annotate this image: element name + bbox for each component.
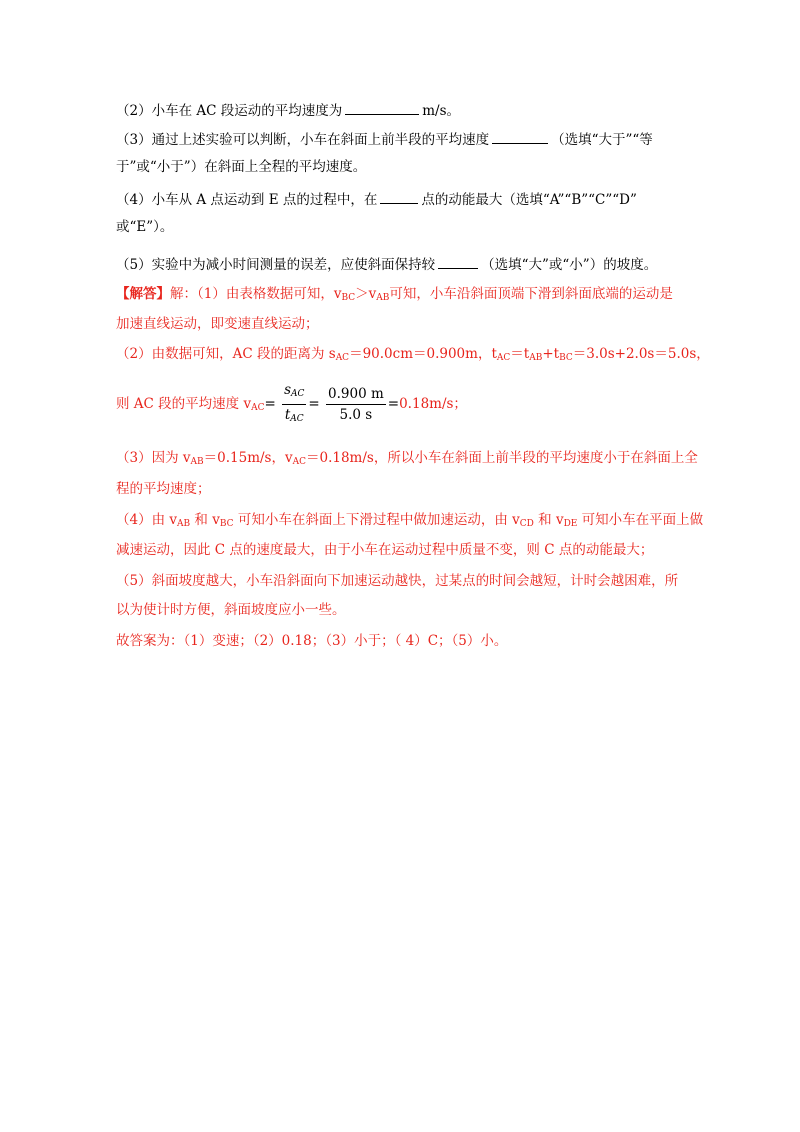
question-5: （5）实验中为减小时间测量的误差，应使斜面保持较 （选填“大”或“小”）的坡度。 xyxy=(116,254,657,274)
question-3-line-2: 于”或“小于”）在斜面上全程的平均速度。 xyxy=(116,159,367,175)
answer-4-line-1: （4）由 $v_{AB}$ 和 $v_{BC}$ 可知小车在斜面上下滑过程中做加速运动，由 $v_{CD}$ 和 $v_{DE}$ 可知小车在平面上做 xyxy=(116,512,704,529)
question-4-line-1: （4）小车从 A 点运动到 E 点的过程中，在 点的动能最大（选填“A”“B”“C”“D” xyxy=(116,189,637,209)
question-4-line-2: 或“E”）。 xyxy=(116,219,174,235)
answer-2-line-1: （2）由数据可知，AC 段的距离为 $s_{AC}=90.0cm=0.900m$，$t_{AC}=t_{AB}+t_{BC}=3.0s+2.0s=5.0s$， xyxy=(116,346,710,363)
answer-3-line-1: （3）因为 $v_{AB}=0.15m/s$，$v_{AC}=0.18m/s$，所以小车在斜面上前半段的平均速度小于在斜面上全 xyxy=(116,450,698,467)
answer-5-line-2: 以为使计时方便，斜面坡度应小一些。 xyxy=(116,602,346,618)
answer-label: 【解答】 xyxy=(116,286,170,302)
fraction-s-over-t: $\frac{s_{AC}}{t_{AC}}$ xyxy=(284,382,305,424)
answer-2-formula: 则 AC 段的平均速度 $v_{AC}=$ $\frac{s_{AC}}{t_{AC}}$ = $\frac{0.900 m}{5.0 s}$ =0.18m/s； xyxy=(116,380,467,430)
question-2: （2）小车在 AC 段运动的平均速度为 m/s。 xyxy=(116,100,460,120)
answer-blank xyxy=(345,100,419,115)
answer-blank xyxy=(492,129,548,144)
answer-blank xyxy=(438,254,478,269)
answer-5-line-1: （5）斜面坡度越大，小车沿斜面向下加速运动越快，过某点的时间会越短，计时会越困难，所 xyxy=(116,573,679,589)
final-answer: 故答案为：（1）变速；（2）0.18；（3）小于；（ 4）C；（5）小。 xyxy=(116,633,508,649)
answer-4-line-2: 减速运动，因此 C 点的速度最大，由于小车在运动过程中质量不变，则 C 点的动能最大； xyxy=(116,542,654,558)
question-3-line-1: （3）通过上述实验可以判断，小车在斜面上前半段的平均速度 （选填“大于”“等 xyxy=(116,129,653,149)
answer-blank xyxy=(380,189,418,204)
answer-3-line-2: 程的平均速度； xyxy=(116,481,211,497)
fraction-values: $\frac{0.900 m}{5.0 s}$ xyxy=(328,386,384,423)
answer-1-line-2: 加速直线运动，即变速直线运动； xyxy=(116,316,319,332)
answer-1-line-1: 【解答】解：（1）由表格数据可知，$v_{BC}>v_{AB}$可知，小车沿斜面顶端下滑到斜面底端的运动是 xyxy=(116,286,673,303)
